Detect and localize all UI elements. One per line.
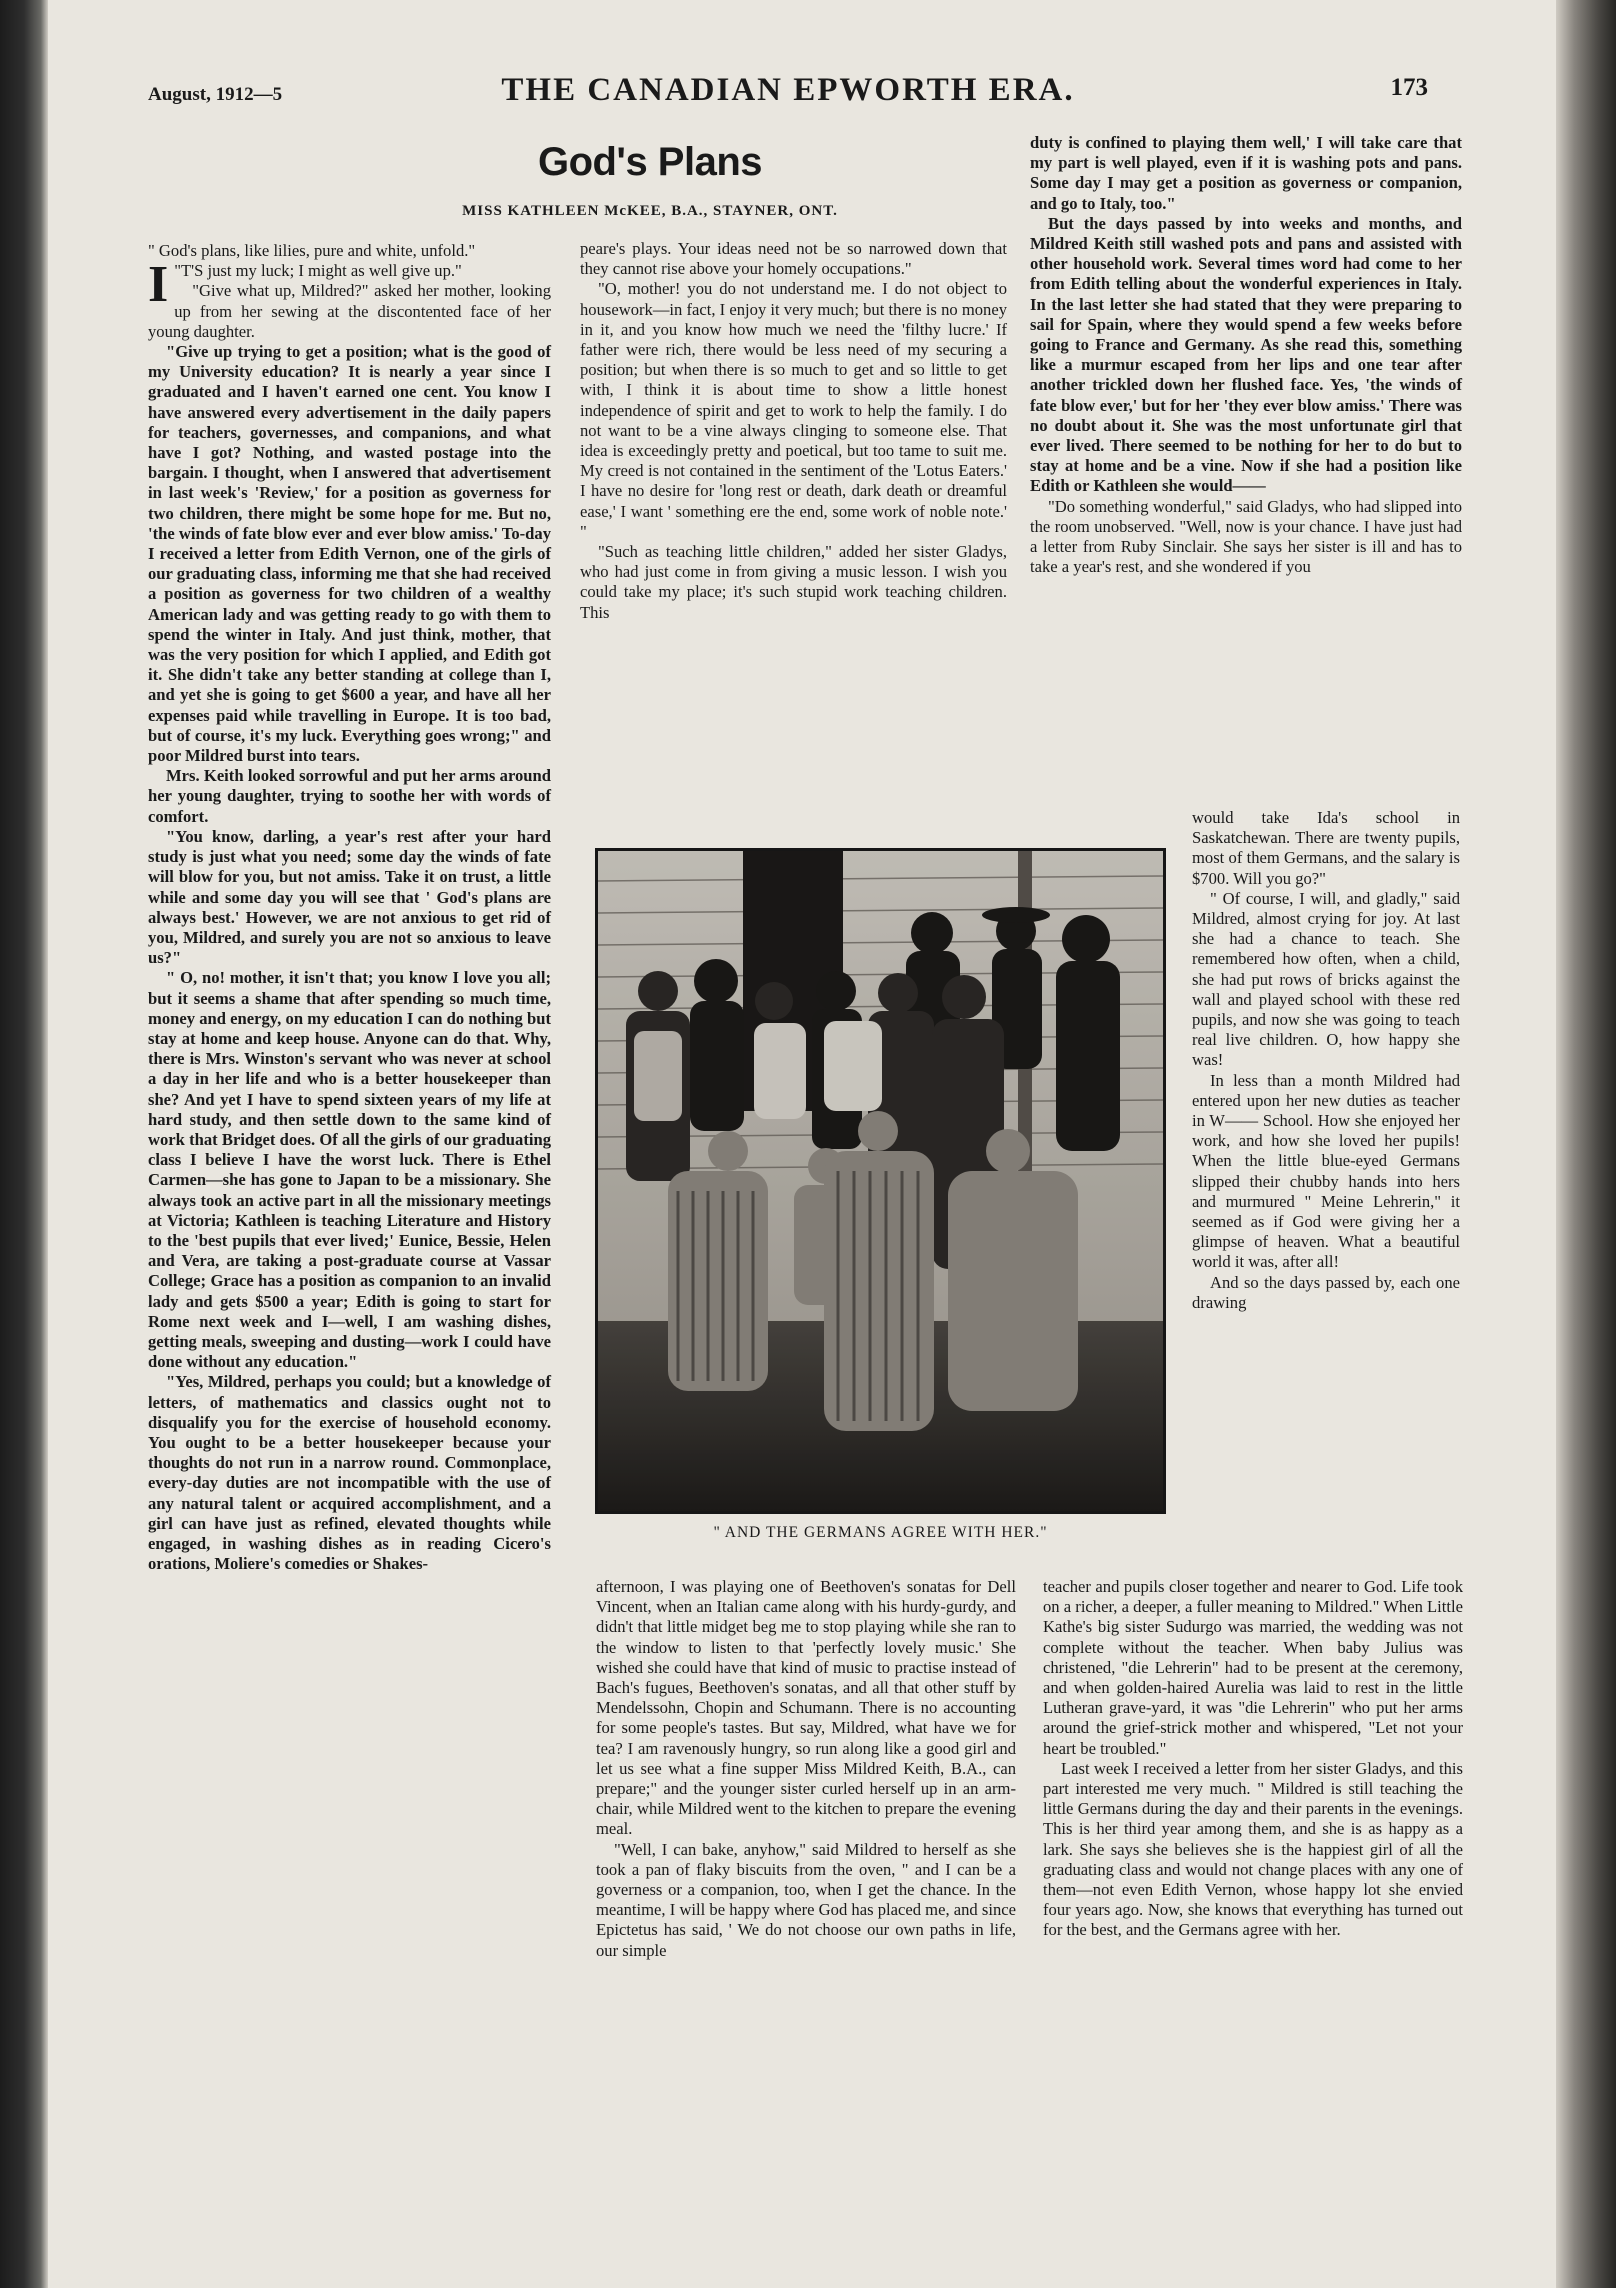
- paragraph: "Do something wonderful," said Gladys, who had slipped into the room unobserved. "Well, now is your chance. I have just had a letter from Ruby Sinclair. She says her sister is ill and has to take a year's rest, and she wondered if you: [1030, 496, 1462, 577]
- column-2-top: [580, 239, 1007, 829]
- scan-binding-edge: [0, 0, 48, 2288]
- column-1: [148, 241, 551, 2191]
- page-number: 173: [1390, 74, 1428, 101]
- drop-cap: I: [148, 256, 169, 314]
- issue-date: August, 1912—5: [148, 84, 283, 105]
- paragraph: "Yes, Mildred, perhaps you could; but a knowledge of letters, of mathematics and classics ought not to disqualify you for the exercise of household economy. You ought to be a better housekeeper because your thoughts do not run in a narrow round. Commonplace, every-day duties are not incompatible with the use of any natural talent or acquired accomplishment, and a girl can have just as refined, elevated thoughts while engaged, in washing dishes as in reading Cicero's orations, Moliere's comedies or Shakes-: [148, 1372, 551, 1574]
- paragraph: And so the days passed by, each one drawing: [1192, 1272, 1460, 1312]
- column-3-bottom: [1043, 1577, 1463, 2177]
- journal-title: THE CANADIAN EPWORTH ERA.: [501, 72, 1075, 108]
- paragraph: "You know, darling, a year's rest after your hard study is just what you need; some day the winds of fate will blow for you, but not amiss. Take it on trust, a little while and some day you will see that ' God's plans are always best.' However, we are not anxious to get rid of you, Mildred, and surely you are not so anxious to leave us?": [148, 826, 551, 968]
- paragraph: " Of course, I will, and gladly," said Mildred, almost crying for joy. At last she had a chance to teach. She remembered how often, when a child, she had put rows of bricks against the wall and played school with these red pupils, and now she was going to teach real live children. O, how happy she was!: [1192, 888, 1460, 1070]
- article-title: God's Plans: [537, 140, 763, 184]
- paragraph: But the days passed by into weeks and months, and Mildred Keith still washed pots and pans and assisted with other household work. Several times word had come to her from Edith telling about the wonderful experiences in Italy. In the last letter she had stated that they were preparing to sail for Spain, where they would spend a few weeks before going to France and Germany. As she read this, something like a murmur escaped from her lips and one tear after another trickled down her flushed face. Yes, 'the winds of fate blow ever,' but for her 'they ever blow amiss.' There was no doubt about it. She was the most unfortunate girl that ever lived. There seemed to be nothing for her to do but to stay at home and be a vine. Now if she had a position like Edith or Kathleen she would——: [1030, 213, 1462, 496]
- paragraph: afternoon, I was playing one of Beethoven's sonatas for Dell Vincent, when an Italian came along with his hurdy-gurdy, and didn't that little midget beg me to stop playing while she ran to the window to listen to that 'perfectly lovely music.' She wished she could have that kind of music to practise instead of Bach's fugues, Beethoven's sonatas, and all that other stuff by Mendelssohn, Chopin and Schumann. There is no accounting for some people's tastes. But say, Mildred, what have we for tea? I am ravenously hungry, so run along like a good girl and let us see what a fine supper Miss Mildred Keith, B.A., can prepare;" and the younger sister curled herself up in an arm-chair, while Mildred went to the kitchen to prepare the evening meal.: [596, 1577, 1016, 1839]
- paragraph: " O, no! mother, it isn't that; you know I love you all; but it seems a shame that after spending so much time, money and energy, on my education I can do nothing but stay at home and keep house. Anyone can do that. Why, there is Mrs. Winston's servant who was never at school a day in her life and who is a better housekeeper than she? And yet I have to spend sixteen years of my life at hard study, and then settle down to the same kind of work that Bridget does. Of all the girls of our graduating class I believe I have the worst luck. There is Ethel Carmen—she has gone to Japan to be a missionary. She always took an active part in all the missionary meetings at Victoria; Kathleen is teaching Literature and History to the 'best pupils that ever lived;' Eunice, Bessie, Helen and Vera, are taking a post-graduate course at Vassar College; Grace has a position as companion to an invalid lady and gets $500 a year; Edith is going to start for Rome next week and I—well, I am washing dishes, getting meals, sweeping and dusting—work I could have done without any education.": [148, 968, 551, 1372]
- paragraph: "O, mother! you do not understand me. I do not object to housework—in fact, I enjoy it very much; but there is no money in it, and you know how much we need the 'filthy lucre.' If father were rich, there would be less need of my securing a position; but when there is so much to get and so little to get with, I think it is about time to show a little honest independence of spirit and get to work to help the family. I do not want to be a vine always clinging to someone else. That idea is exceedingly pretty and poetical, but too tame to suit me. My creed is not contained in the sentiment of the 'Lotus Eaters.' I have no desire for 'long rest or death, dark death or dreamful ease,' I want ' something ere the end, some work of noble note.' ": [580, 279, 1007, 541]
- column-2-bottom: [596, 1577, 1016, 2177]
- column-3-top: [1030, 133, 1462, 808]
- photo-caption: " AND THE GERMANS AGREE WITH HER.": [713, 1524, 1048, 1541]
- paragraph-text: "T'S just my luck; I might as well give up.": [174, 261, 462, 281]
- article-byline: MISS KATHLEEN McKEE, B.A., STAYNER, ONT.: [462, 203, 838, 219]
- paragraph: duty is confined to playing them well,' I will take care that my part is well played, even if it is washing pots and pans. Some day I may get a position as governess or companion, and go to Italy, too.": [1030, 133, 1462, 213]
- paragraph: "Give what up, Mildred?" asked her mother, looking up from her sewing at the discontented face of her young daughter.: [148, 281, 551, 341]
- running-head: [148, 70, 1428, 120]
- paragraph: would take Ida's school in Saskatchewan. There are twenty pupils, most of them Germans, and the salary is $700. Will you go?": [1192, 808, 1460, 888]
- paragraph: Last week I received a letter from her sister Gladys, and this part interested me very much. " Mildred is still teaching the little Germans during the day and their parents in the evenings. This is her third year among them, and she is as happy as a lark. She says she believes she is the happiest girl of all the graduating class and would not change places with any one of them—not even Edith Vernon, whose happy lot she envied four years ago. Now, she knows that everything has turned out for the best, and the Germans agree with her.: [1043, 1758, 1463, 1940]
- paragraph: Mrs. Keith looked sorrowful and put her arms around her young daughter, trying to soothe her with words of comfort.: [148, 766, 551, 826]
- photo-illustration: [598, 851, 1163, 1511]
- school-children-photo: [595, 848, 1166, 1514]
- paragraph: teacher and pupils closer together and nearer to God. Life took on a richer, a deeper, a fuller meaning to Mildred." When Little Kathe's big sister Sudurgo was married, the wedding was not complete without the teacher. When baby Julius was christened, "die Lehrerin" had to be present at the ceremony, and when golden-haired Aurelia was laid to rest in the little Lutheran grave-yard, it was "die Lehrerin" who put her arms around the grief-strick mother and whispered, "Let not your heart be troubled.": [1043, 1577, 1463, 1758]
- epigraph: " God's plans, like lilies, pure and white, unfold.": [148, 241, 476, 260]
- paragraph: "Well, I can bake, anyhow," said Mildred to herself as she took a pan of flaky biscuits from the oven, " and I can be a governess or a companion, too, when I get the chance. In the meantime, I will be happy where God has placed me, and since Epictetus has said, ' We do not choose our own paths in life, our simple: [596, 1839, 1016, 1960]
- scan-page-edge: [1556, 0, 1616, 2288]
- paragraph: "Such as teaching little children," added her sister Gladys, who had just come in from giving a music lesson. I wish you could take my place; it's such stupid work teaching children. This: [580, 542, 1007, 622]
- paragraph: In less than a month Mildred had entered upon her new duties as teacher in W—— School. How she enjoyed her work, and how she loved her pupils! When the little blue-eyed Germans slipped their chubby hands into hers and murmured " Meine Lehrerin," it seemed as if God were giving her a glimpse of heaven. What a beautiful world it was, after all!: [1192, 1070, 1460, 1272]
- paragraph: peare's plays. Your ideas need not be so narrowed down that they cannot rise above your homely occupations.": [580, 239, 1007, 279]
- paragraph: "Give up trying to get a position; what is the good of my University education? It is nearly a year since I graduated and I haven't earned one cent. You know I have answered every advertisement in the daily papers for teachers, governesses, and companions, and what have I got? Nothing, and wasted postage into the bargain. I thought, when I answered that advertisement in last week's 'Review,' for a position as governess for two children, there might be some hope for me. But no, 'the winds of fate blow ever and ever blow amiss.' To-day I received a letter from Edith Vernon, one of the girls of our graduating class, informing me that she had received a position as governess for two children of a wealthy American lady and was getting ready to go with them to spend the winter in Italy. And just think, mother, that was the very position for which I applied, and Edith got it. She didn't take any better standing at college than I, and yet she is going to get $600 a year, and have all her expenses paid while travelling in Europe. It is too bad, but of course, it's my luck. Everything goes wrong;" and poor Mildred burst into tears.: [148, 342, 551, 766]
- column-3-beside-photo: [1192, 808, 1460, 1578]
